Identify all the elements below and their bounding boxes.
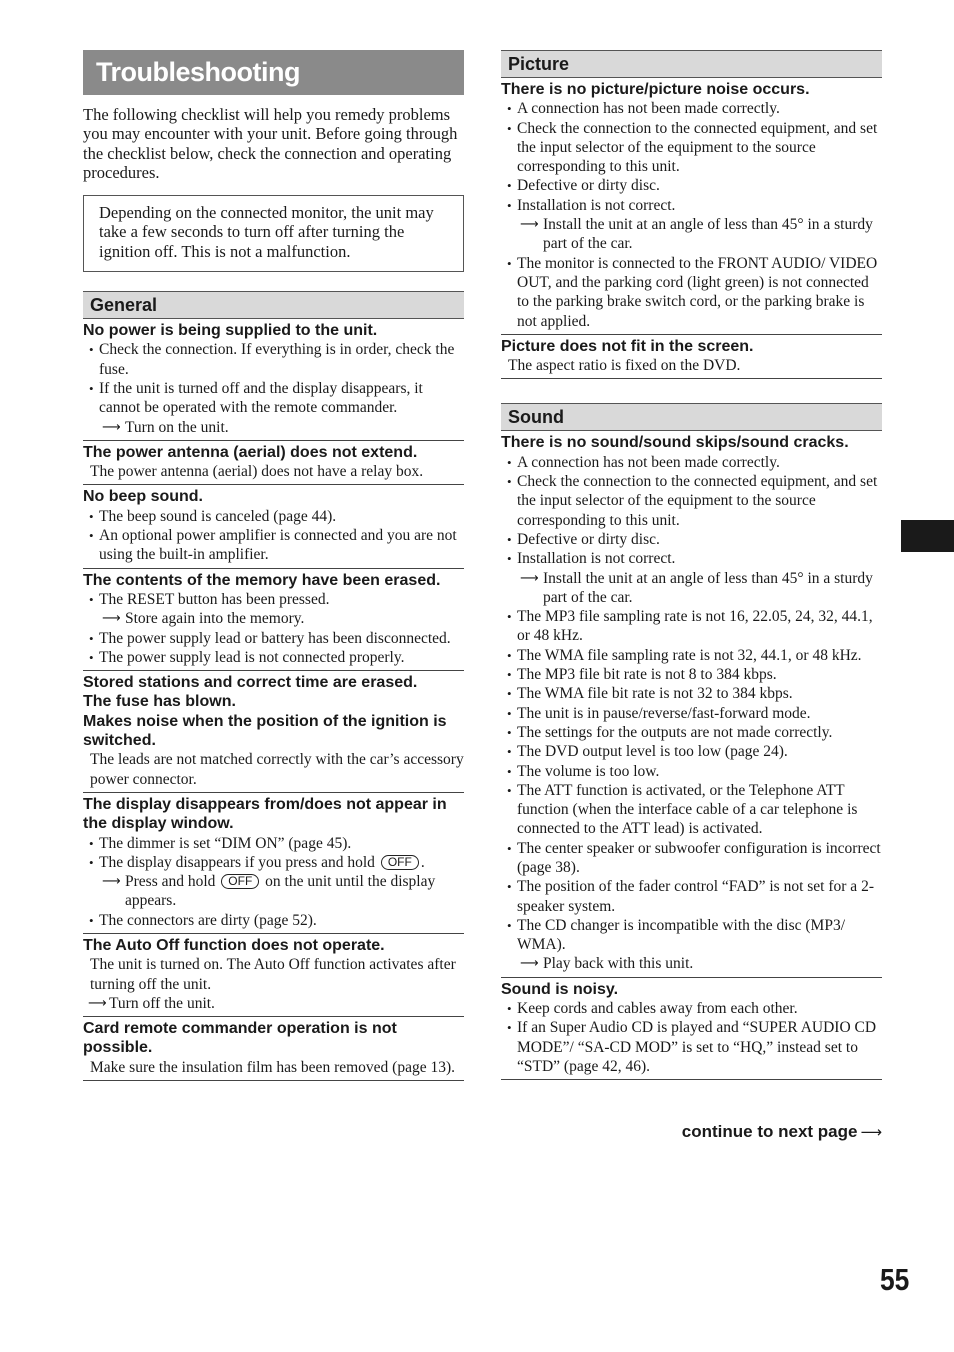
problem-title: The contents of the memory have been erased. bbox=[83, 571, 441, 589]
problem-title: Sound is noisy. bbox=[501, 980, 619, 998]
problem-no-picture bbox=[501, 80, 882, 335]
bullet-item: • A connection has not been made correctly. bbox=[517, 99, 882, 118]
bullet-item: • Defective or dirty disc. bbox=[517, 176, 882, 195]
arrow-right-icon: ⟶ bbox=[860, 1123, 882, 1141]
bullet-item: • If the unit is turned off and the display disappears, it cannot be operated with the remote commander. bbox=[99, 379, 464, 418]
bullet-item: • The RESET button has been pressed. bbox=[99, 590, 464, 609]
bullet-item: • The DVD output level is too low (page 24). bbox=[517, 742, 882, 761]
problem-stations-erased bbox=[83, 673, 464, 793]
bullet-item: • Installation is not correct. bbox=[517, 549, 882, 568]
bullet-item: • Keep cords and cables away from each other. bbox=[517, 999, 882, 1018]
problem-text: The unit is turned on. The Auto Off function activates after turning off the unit. bbox=[90, 956, 456, 993]
problem-no-power bbox=[83, 321, 464, 441]
bullet-item: • Check the connection to the connected equipment, and set the input selector of the equipment to the source corresponding to this unit. bbox=[517, 119, 882, 177]
page-title: Troubleshooting bbox=[83, 50, 464, 95]
right-column bbox=[501, 50, 882, 1082]
left-column bbox=[83, 50, 464, 1081]
problem-title: There is no sound/sound skips/sound cracks. bbox=[501, 434, 849, 452]
section-heading-general: General bbox=[83, 291, 464, 319]
arrow-icon: ⟶ bbox=[520, 956, 539, 972]
problem-antenna bbox=[83, 443, 464, 486]
problem-no-beep bbox=[83, 487, 464, 568]
bullet-item: • The beep sound is canceled (page 44). bbox=[99, 507, 464, 526]
remedy-line: ⟶ Store again into the memory. bbox=[102, 610, 305, 628]
arrow-icon: ⟶ bbox=[102, 419, 121, 435]
bullet-item: • The position of the fader control “FAD” is not set for a 2-speaker system. bbox=[517, 877, 882, 916]
bullet-item: • Check the connection. If everything is in order, check the fuse. bbox=[99, 340, 464, 379]
off-key-icon: OFF bbox=[221, 874, 259, 889]
problem-auto-off bbox=[83, 936, 464, 1017]
problem-sound-noisy bbox=[501, 980, 882, 1080]
bullet-item: • The WMA file sampling rate is not 32, 44.1, or 48 kHz. bbox=[517, 646, 882, 665]
remedy-line: ⟶ Turn off the unit. bbox=[88, 994, 215, 1012]
section-heading-sound: Sound bbox=[501, 403, 882, 431]
remedy-line: ⟶ Install the unit at an angle of less than 45° in a sturdy part of the car. bbox=[520, 216, 873, 253]
off-key-icon: OFF bbox=[381, 855, 419, 870]
problem-title: Picture does not fit in the screen. bbox=[501, 337, 754, 355]
arrow-icon: ⟶ bbox=[102, 611, 121, 627]
remedy-line: ⟶ Press and hold OFF on the unit until the display appears. bbox=[102, 873, 436, 910]
bullet-item: • The connectors are dirty (page 52). bbox=[99, 911, 464, 930]
problem-text: The leads are not matched correctly with the car’s accessory power connector. bbox=[90, 751, 464, 788]
bullet-item: • The monitor is connected to the FRONT AUDIO/ VIDEO OUT, and the parking cord (light green) is not connected to the parking brake switch cord, or the parking brake is not applied. bbox=[517, 254, 882, 331]
bullet-item: • The volume is too low. bbox=[517, 762, 882, 781]
problem-title: Card remote commander operation is not possible. bbox=[83, 1020, 397, 1057]
bullet-item: • The CD changer is incompatible with the disc (MP3/ WMA). bbox=[517, 916, 882, 955]
remedy-line: ⟶ Play back with this unit. bbox=[520, 955, 694, 973]
problem-title: There is no picture/picture noise occurs. bbox=[501, 81, 810, 98]
remedy-line: ⟶ Install the unit at an angle of less than 45° in a sturdy part of the car. bbox=[520, 569, 873, 606]
arrow-icon: ⟶ bbox=[520, 570, 539, 586]
bullet-item: • A connection has not been made correctly. bbox=[517, 453, 882, 472]
bullet-item: • The display disappears if you press and hold OFF . bbox=[99, 853, 464, 872]
bullet-item: • The settings for the outputs are not made correctly. bbox=[517, 723, 882, 742]
problem-title: The power antenna (aerial) does not extend. bbox=[83, 443, 418, 461]
problem-text: The power antenna (aerial) does not have a relay box. bbox=[90, 463, 424, 481]
intro-text: The following checklist will help you remedy problems you may encounter with your unit. Before going through the checklist below, check the connection and operating procedures. bbox=[83, 105, 458, 182]
bullet-item: • The power supply lead is not connected properly. bbox=[99, 648, 464, 667]
remedy-line: ⟶ Turn on the unit. bbox=[102, 418, 229, 436]
chapter-tab-marker bbox=[901, 520, 954, 552]
problem-card-remote bbox=[83, 1019, 464, 1081]
problem-no-sound bbox=[501, 433, 882, 977]
problem-display bbox=[83, 795, 464, 934]
problem-title: The display disappears from/does not appear in the display window. bbox=[83, 795, 447, 833]
bullet-item: • Installation is not correct. bbox=[517, 196, 882, 215]
problem-text: Make sure the insulation film has been removed (page 13). bbox=[90, 1058, 455, 1076]
problem-title: The fuse has blown. bbox=[83, 693, 236, 711]
problem-picture-fit bbox=[501, 337, 882, 380]
arrow-icon: ⟶ bbox=[102, 874, 121, 890]
bullet-item: • The power supply lead or battery has been disconnected. bbox=[99, 629, 464, 648]
bullet-item: • Defective or dirty disc. bbox=[517, 530, 882, 549]
problem-title: No beep sound. bbox=[83, 488, 203, 506]
bullet-item: • The dimmer is set “DIM ON” (page 45). bbox=[99, 834, 464, 853]
section-heading-picture: Picture bbox=[501, 50, 882, 78]
bullet-item: • The MP3 file sampling rate is not 16, 22.05, 24, 32, 44.1, or 48 kHz. bbox=[517, 607, 882, 646]
arrow-icon: ⟶ bbox=[88, 995, 107, 1011]
arrow-icon: ⟶ bbox=[520, 217, 539, 233]
bullet-item: • If an Super Audio CD is played and “SUPER AUDIO CD MODE”/ “SA-CD MOD” is set to “HQ,” instead set to “STD” (page 42, 46). bbox=[517, 1018, 882, 1076]
bullet-item: • The center speaker or subwoofer configuration is incorrect (page 38). bbox=[517, 839, 882, 878]
problem-title: Stored stations and correct time are erased. bbox=[83, 674, 418, 692]
bullet-item: • The ATT function is activated, or the Telephone ATT function (when the interface cable of a car telephone is connected to the ATT lead) is activated. bbox=[517, 781, 882, 839]
problem-text: The aspect ratio is fixed on the DVD. bbox=[508, 357, 741, 375]
problem-memory-erased bbox=[83, 571, 464, 671]
note-box: Depending on the connected monitor, the unit may take a few seconds to turn off after turning the ignition off. This is not a malfunction. bbox=[83, 195, 464, 272]
problem-title: Makes noise when the position of the ignition is switched. bbox=[83, 712, 447, 750]
bullet-item: • Check the connection to the connected equipment, and set the input selector of the equipment to the source corresponding to this unit. bbox=[517, 472, 882, 530]
bullet-item: • The MP3 file bit rate is not 8 to 384 kbps. bbox=[517, 665, 882, 684]
problem-title: No power is being supplied to the unit. bbox=[83, 322, 378, 340]
page-number: 55 bbox=[880, 1262, 910, 1297]
bullet-item: • An optional power amplifier is connected and you are not using the built-in amplifier. bbox=[99, 526, 464, 565]
bullet-item: • The WMA file bit rate is not 32 to 384 kbps. bbox=[517, 684, 882, 703]
problem-title: The Auto Off function does not operate. bbox=[83, 936, 385, 954]
bullet-item: • The unit is in pause/reverse/fast-forward mode. bbox=[517, 704, 882, 723]
continue-to-next-page: continue to next page ⟶ bbox=[681, 1122, 882, 1141]
